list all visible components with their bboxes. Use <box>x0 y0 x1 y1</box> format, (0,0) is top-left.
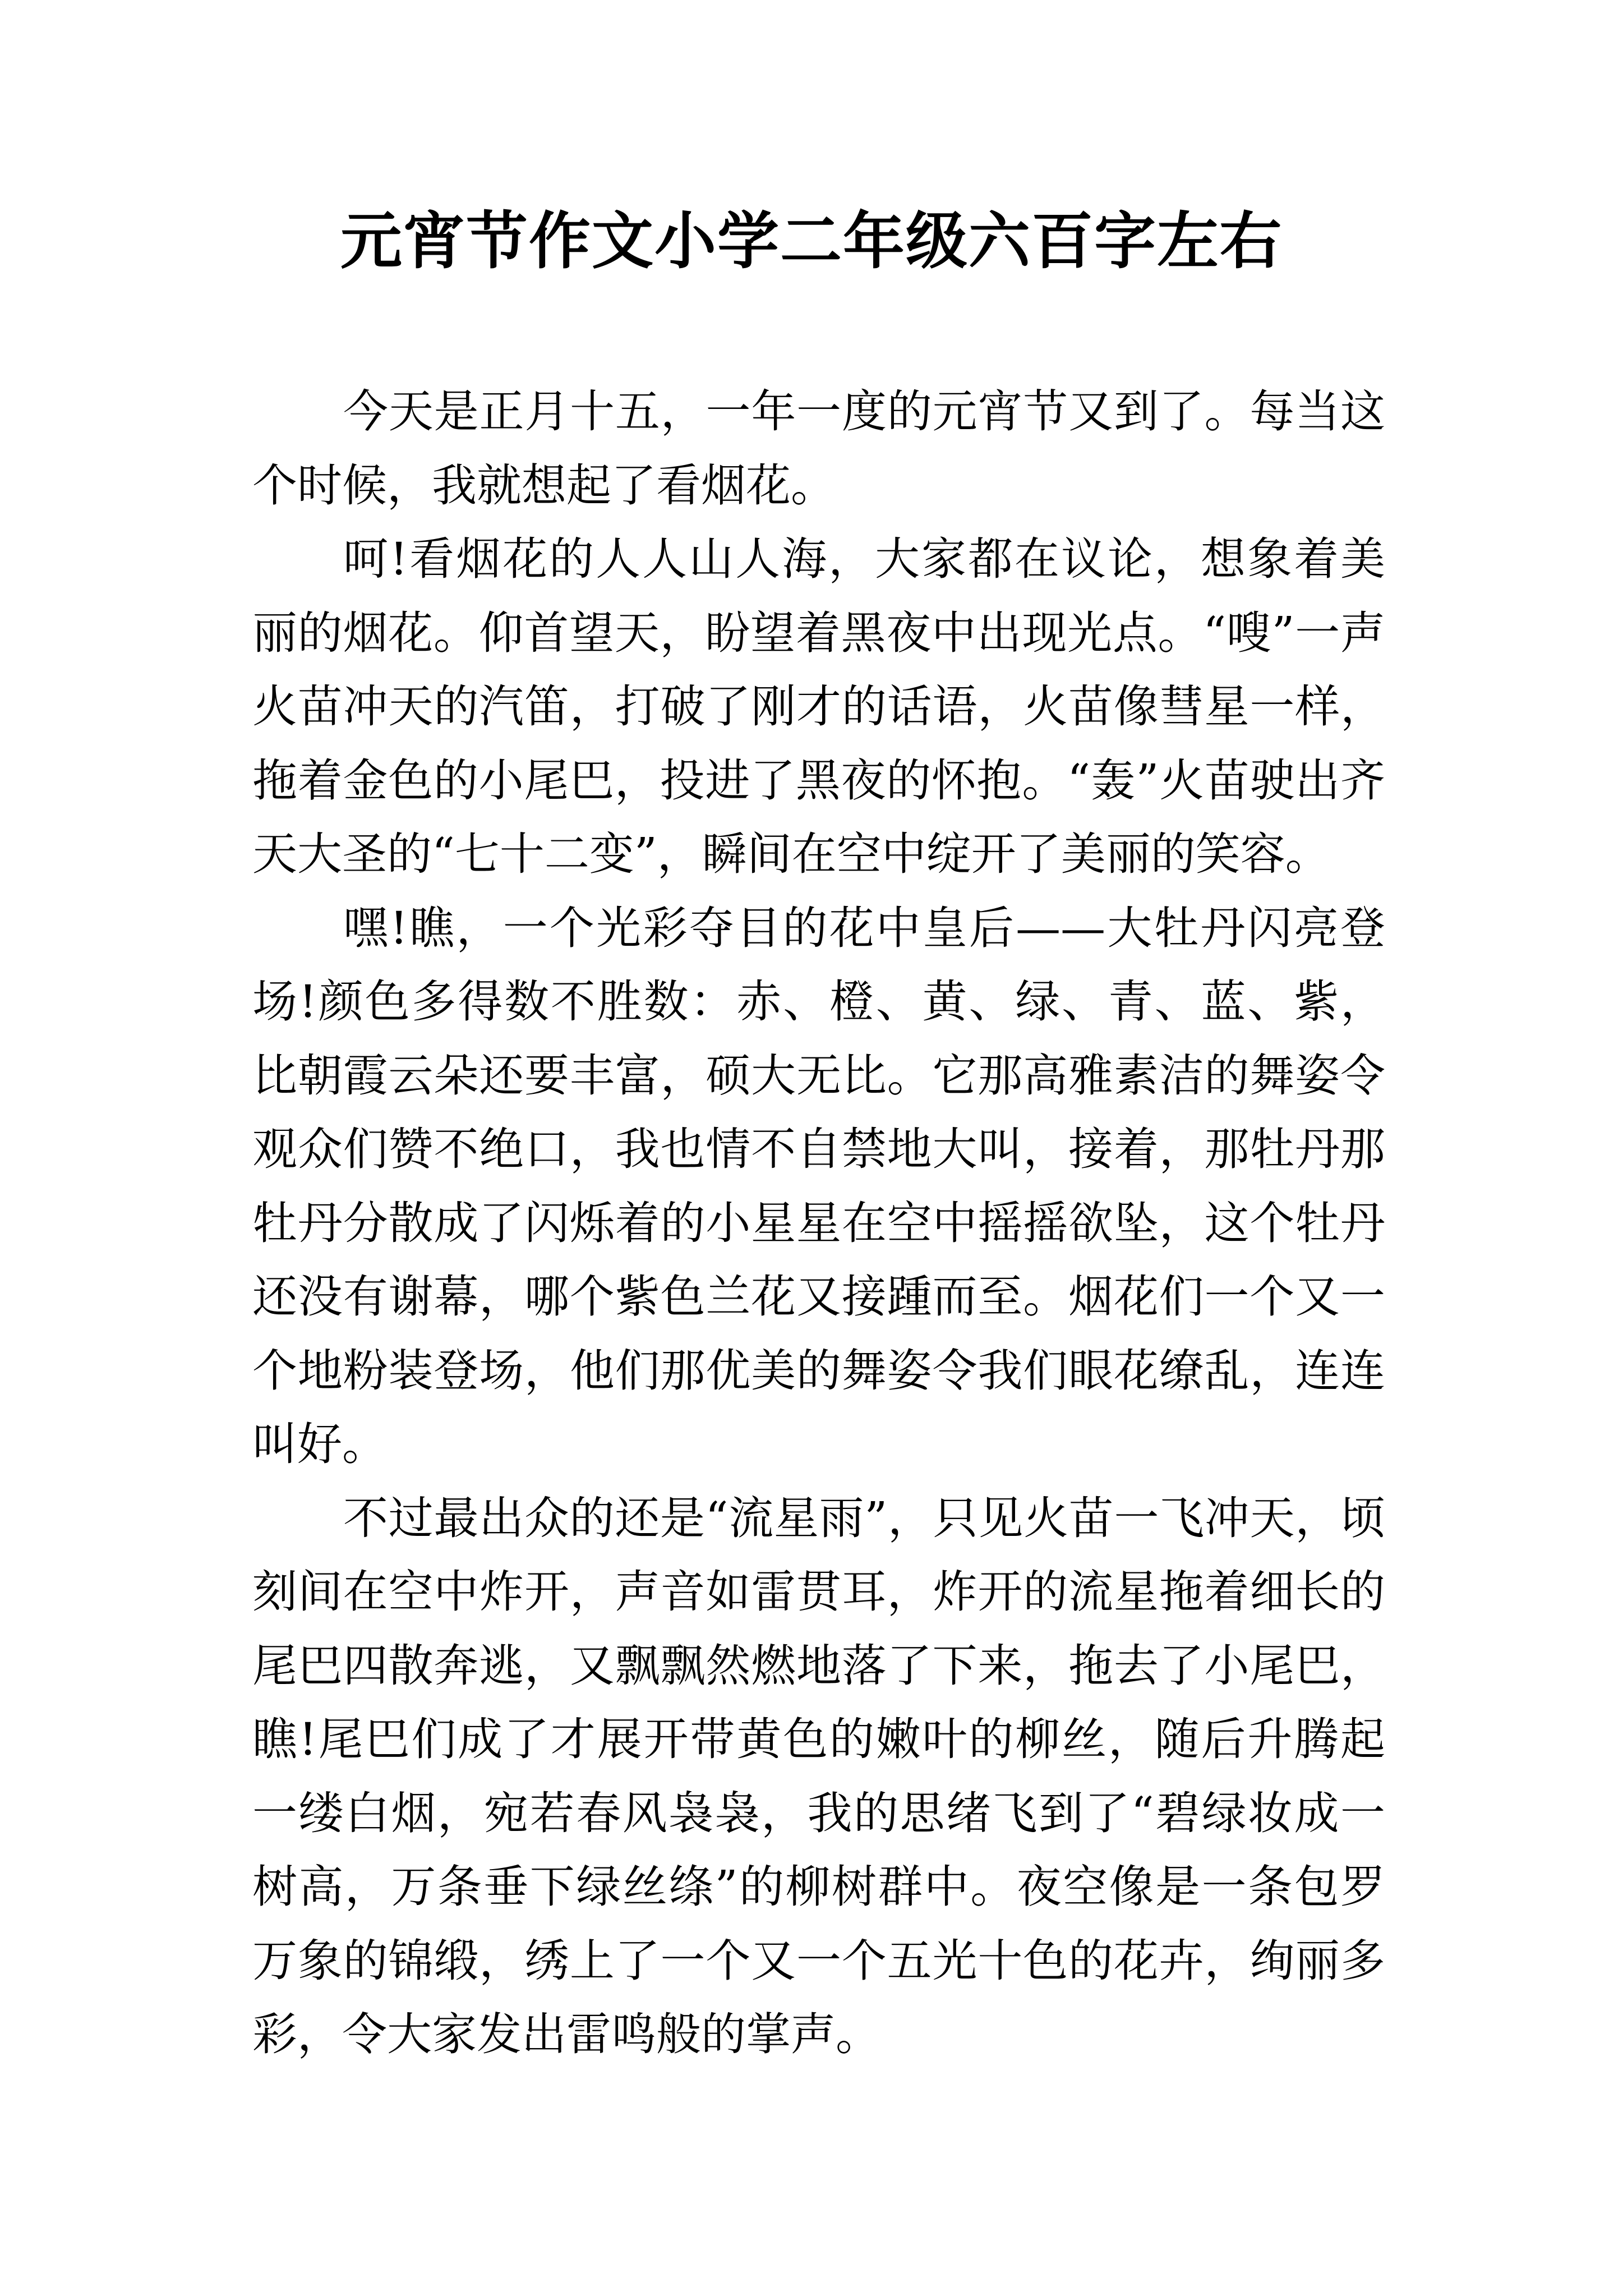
document-body <box>252 375 1385 2072</box>
paragraph-3: 嘿!瞧，一个光彩夺目的花中皇后——大牡丹闪亮登场!颜色多得数不胜数：赤、橙、黄、绿、青、蓝、紫，比朝霞云朵还要丰富，硕大无比。它那高雅素洁的舞姿令观众们赞不绝口，我也情不自禁地大叫，接着，那牡丹那牡丹分散成了闪烁着的小星星在空中摇摇欲坠，这个牡丹还没有谢幕，哪个紫色兰花又接踵而至。烟花们一个又一个地粉装登场，他们那优美的舞姿令我们眼花缭乱，连连叫好。 <box>252 901 1385 1470</box>
paragraph-2: 呵!看烟花的人人山人海，大家都在议论，想象着美丽的烟花。仰首望天，盼望着黑夜中出现光点。“嗖”一声火苗冲天的汽笛，打破了刚才的话语，火苗像彗星一样，拖着金色的小尾巴，投进了黑夜的怀抱。“轰”火苗驶出齐天大圣的“七十二变”，瞬间在空中绽开了美丽的笑容。 <box>252 533 1385 880</box>
paragraph-4: 不过最出众的还是“流星雨”，只见火苗一飞冲天，顷刻间在空中炸开，声音如雷贯耳，炸开的流星拖着细长的尾巴四散奔逃，又飘飘然燃地落了下来，拖去了小尾巴，瞧!尾巴们成了才展开带黄色的嫩叶的柳丝，随后升腾起一缕白烟，宛若春风袅袅，我的思绪飞到了“碧绿妆成一树高，万条垂下绿丝绦”的柳树群中。夜空像是一条包罗万象的锦缎，绣上了一个又一个五光十色的花卉，绚丽多彩，令大家发出雷鸣般的掌声。 <box>252 1492 1385 2060</box>
document-title: 元宵节作文小学二年级六百字左右 <box>340 205 1283 277</box>
paragraph-1: 今天是正月十五，一年一度的元宵节又到了。每当这个时候，我就想起了看烟花。 <box>252 385 1385 512</box>
